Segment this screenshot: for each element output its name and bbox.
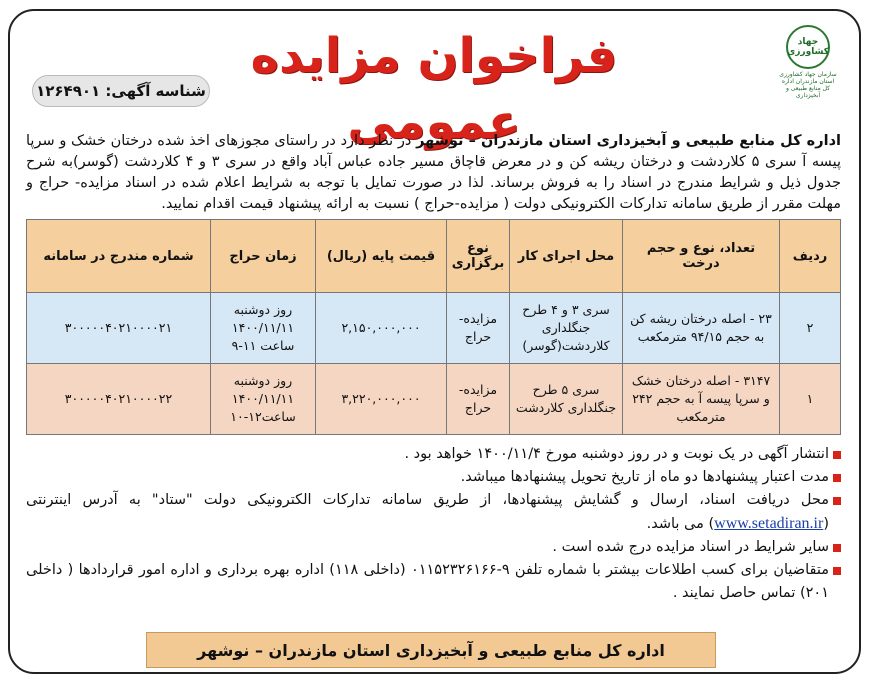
footer-banner: اداره کل منابع طبیعی و آبخیزداری استان مازندران – نوشهر bbox=[146, 632, 716, 668]
bullet-square-icon bbox=[833, 497, 841, 505]
col-system-number: شماره مندرج در سامانه bbox=[27, 220, 211, 293]
cell-row-number: ۱ bbox=[780, 364, 841, 435]
cell-auction-time: روز دوشنبه ۱۴۰۰/۱۱/۱۱ ساعت ۱۱-۹ bbox=[211, 293, 316, 364]
notice-title: فراخوان مزایده عمومی bbox=[250, 28, 618, 150]
bullet-square-icon bbox=[833, 567, 841, 575]
cell-auction-type: مزایده- حراج bbox=[447, 293, 510, 364]
notice-frame bbox=[8, 9, 861, 674]
setadiran-link[interactable]: www.setadiran.ir bbox=[714, 515, 824, 532]
col-tree-details: تعداد، نوع و حجم درخت bbox=[623, 220, 780, 293]
cell-tree-details: ۲۳ - اصله درختان ریشه کن به حجم ۹۴/۱۵ مترمکعب bbox=[623, 293, 780, 364]
cell-system-number: ۳۰۰۰۰۰۴۰۲۱۰۰۰۰۲۲ bbox=[27, 364, 211, 435]
auction-table bbox=[26, 219, 841, 435]
bullet-square-icon bbox=[833, 451, 841, 459]
cell-location: سری ۵ طرح جنگلداری کلاردشت bbox=[510, 364, 623, 435]
table-row bbox=[27, 364, 841, 435]
organization-logo bbox=[779, 25, 837, 99]
organization-name: اداره کل منابع طبیعی و آبخیزداری استان مازندران – نوشهر bbox=[416, 133, 841, 149]
cell-auction-type: مزایده- حراج bbox=[447, 364, 510, 435]
note-item: مدت اعتبار پیشنهادها دو ماه از تاریخ تحویل پیشنهادها میباشد. bbox=[26, 466, 841, 489]
note-item: محل دریافت اسناد، ارسال و گشایش پیشنهادها، از طریق سامانه تدارکات الکترونیکی دولت "ستاد" به آدرس اینترنتی (www.setadiran.ir) می باشد. bbox=[26, 489, 841, 536]
note-item: انتشار آگهی در یک نوبت و در روز دوشنبه مورخ ۱۴۰۰/۱۱/۴ خواهد بود . bbox=[26, 443, 841, 466]
col-auction-type: نوع برگزاری bbox=[447, 220, 510, 293]
table-header-row bbox=[27, 220, 841, 293]
cell-base-price: ۳,۲۲۰,۰۰۰,۰۰۰ bbox=[316, 364, 447, 435]
logo-emblem-icon: جهاد کشاورزی bbox=[786, 25, 830, 69]
cell-row-number: ۲ bbox=[780, 293, 841, 364]
intro-text: در نظر دارد در راستای مجوزهای اخذ شده درختان خشک و سرپا پیسه آ سری ۵ کلاردشت و درختان ریشه کن و در معرض قاچاق مسیر جاده عباس آباد واقع در سری ۳ و ۴ کلاردشت (گوسر)به شرح جدول ذیل و شرایط مندرج در اسناد را به فروش برساند. لذا در صورت تمایل با توجه به شرایط اعلام شده در اسناد مزایده- حراج و مهلت مقرر از طریق سامانه تدارکات الکترونیکی دولت ( مزایده-حراج ) نسبت به ارائه پیشنهاد قیمت اقدام نمایید. bbox=[26, 133, 841, 212]
intro-paragraph bbox=[26, 131, 841, 215]
logo-subtitle: سازمان جهاد کشاورزی استان مازندران اداره کل منابع طبیعی و آبخیزداری bbox=[779, 71, 837, 99]
ad-id-badge: شناسه آگهی: ۱۲۶۴۹۰۱ bbox=[32, 75, 210, 107]
cell-base-price: ۲,۱۵۰,۰۰۰,۰۰۰ bbox=[316, 293, 447, 364]
table-row bbox=[27, 293, 841, 364]
note-item: سایر شرایط در اسناد مزایده درج شده است . bbox=[26, 536, 841, 559]
bullet-square-icon bbox=[833, 474, 841, 482]
col-row-number: ردیف bbox=[780, 220, 841, 293]
cell-location: سری ۳ و ۴ طرح جنگلداری کلاردشت(گوسر) bbox=[510, 293, 623, 364]
cell-system-number: ۳۰۰۰۰۰۴۰۲۱۰۰۰۰۲۱ bbox=[27, 293, 211, 364]
cell-tree-details: ۳۱۴۷ - اصله درختان خشک و سرپا پیسه آ به حجم ۲۴۲ مترمکعب bbox=[623, 364, 780, 435]
col-base-price: قیمت پایه (ریال) bbox=[316, 220, 447, 293]
col-auction-time: زمان حراج bbox=[211, 220, 316, 293]
notes-list bbox=[26, 443, 841, 605]
col-location: محل اجرای کار bbox=[510, 220, 623, 293]
bullet-square-icon bbox=[833, 544, 841, 552]
cell-auction-time: روز دوشنبه ۱۴۰۰/۱۱/۱۱ ساعت۱۲-۱۰ bbox=[211, 364, 316, 435]
note-item: متقاضیان برای کسب اطلاعات بیشتر با شماره تلفن ۹-۰۱۱۵۲۳۲۶۱۶۶ (داخلی ۱۱۸) اداره بهره برداری و اداره امور قراردادها ( داخلی ۲۰۱) تماس حاصل نمایند . bbox=[26, 559, 841, 605]
